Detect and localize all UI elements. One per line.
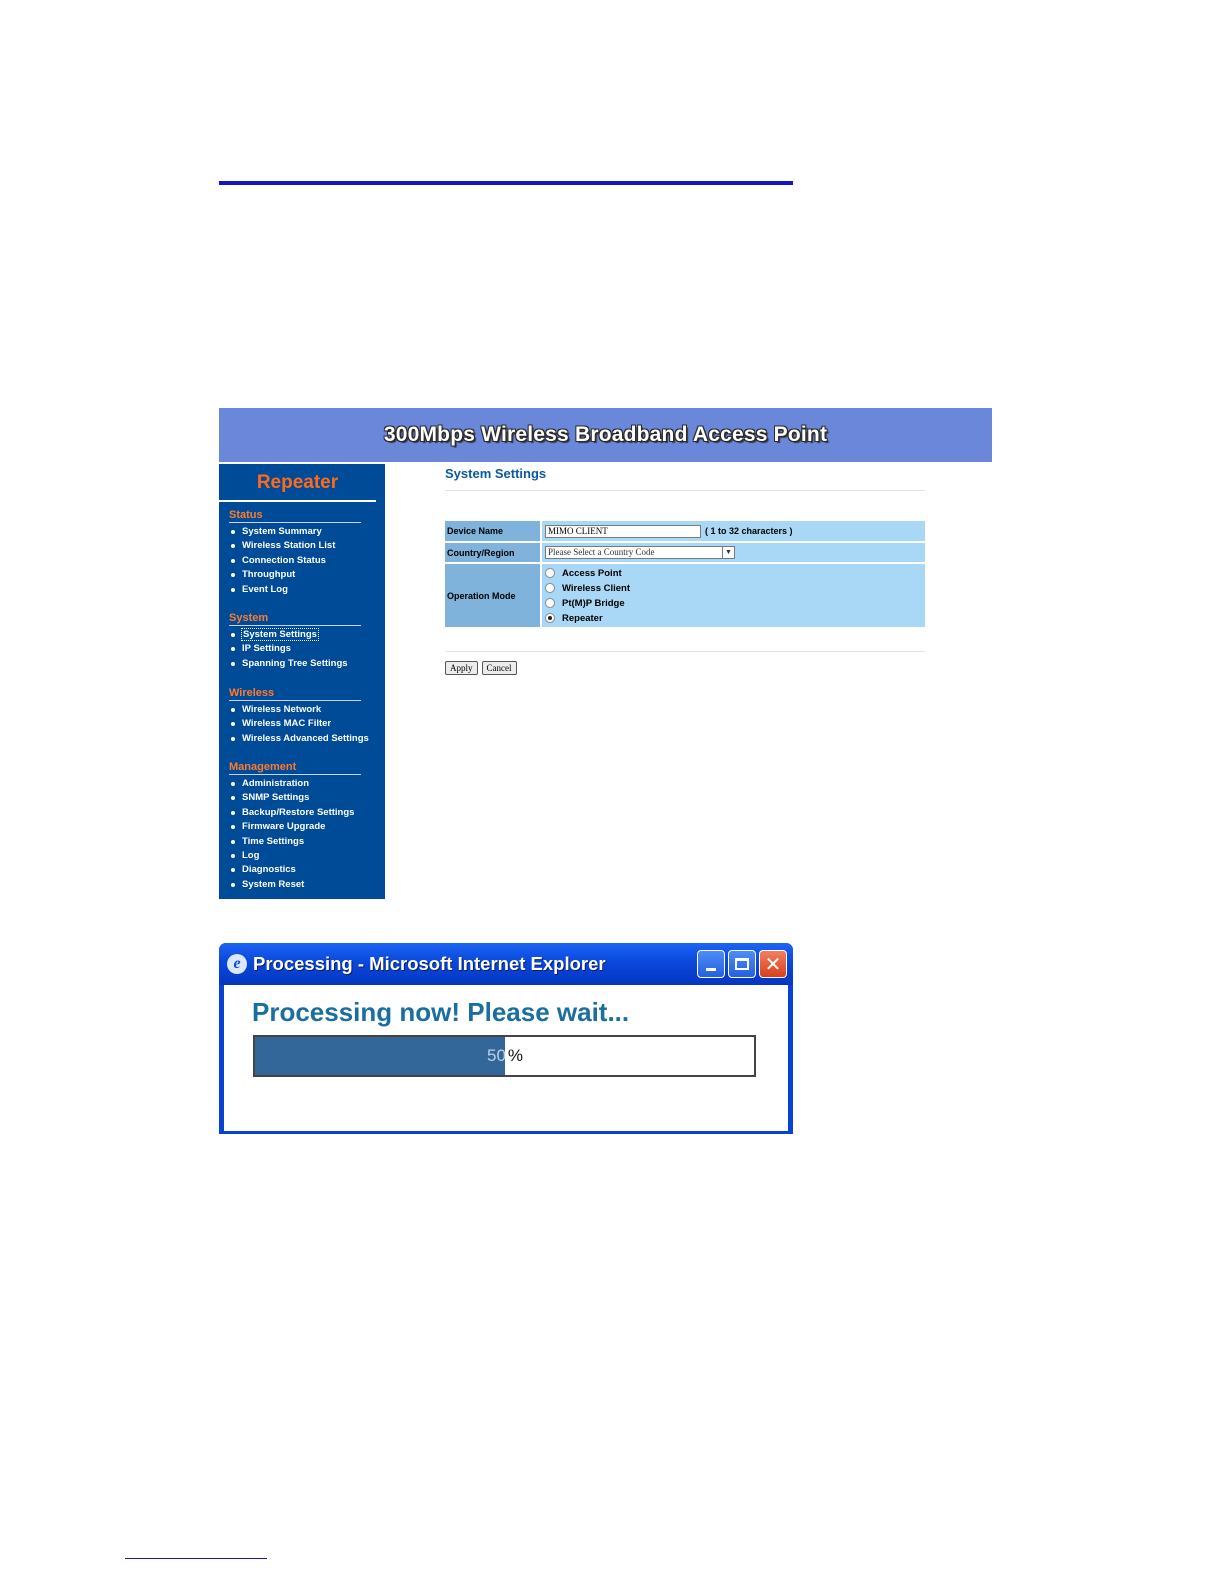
chevron-down-icon[interactable]: ▼ [722,547,734,558]
mode-header [219,466,376,502]
nav-item-system-summary[interactable]: System Summary [229,525,361,539]
nav-item-connection-status[interactable]: Connection Status [229,554,361,568]
nav-item-system-reset[interactable]: System Reset [229,878,361,892]
progress-fill [255,1037,505,1075]
progress-bar [253,1035,756,1077]
radio-access-point[interactable]: Access Point [545,566,630,581]
nav-item-log[interactable]: Log [229,849,361,863]
nav-heading: Wireless [229,687,361,701]
radio-wireless-client[interactable]: Wireless Client [545,581,630,596]
country-row [445,543,925,562]
device-name-row [445,521,925,541]
settings-form [445,521,925,627]
wait-message: Processing now! Please wait... [252,997,630,1027]
maximize-button[interactable] [728,950,756,978]
router-web-ui [219,408,992,899]
ie-icon: e [227,954,247,974]
close-button[interactable] [759,950,787,978]
footer-link-underline [125,1558,267,1559]
nav-section-wireless [229,687,369,746]
nav-item-wireless-mac-filter[interactable]: Wireless MAC Filter [229,717,361,731]
radio-button[interactable] [545,568,555,578]
nav-item-event-log[interactable]: Event Log [229,583,361,597]
maximize-icon [735,958,749,970]
country-label: Country/Region [445,543,540,562]
button-bar [445,651,925,675]
nav-item-throughput[interactable]: Throughput [229,568,361,582]
cancel-button[interactable]: Cancel [482,661,517,675]
country-select[interactable] [545,546,735,559]
page-title: System Settings [445,466,547,481]
operation-mode-row [445,564,925,627]
progress-unit: % [507,1046,524,1065]
mode-label: Repeater [256,472,339,493]
radio-button[interactable] [545,583,555,593]
nav-section-management [229,761,361,892]
nav-item-ip-settings[interactable]: IP Settings [229,642,361,656]
operation-mode-label: Operation Mode [445,564,540,627]
device-name-input[interactable]: MIMO CLIENT [545,525,701,538]
progress-label [487,1046,523,1066]
sidebar [219,464,385,899]
progress-number: 50 [487,1046,506,1065]
country-select-value: Please Select a Country Code [548,547,655,557]
radio-button-selected[interactable] [545,613,555,623]
nav-section-system [229,612,361,671]
nav-item-spanning-tree-settings[interactable]: Spanning Tree Settings [229,657,361,671]
nav-item-system-settings[interactable]: System Settings [229,628,361,642]
radio-button[interactable] [545,598,555,608]
nav-item-wireless-network[interactable]: Wireless Network [229,703,361,717]
nav-section-status [229,509,361,597]
dialog-body [224,985,788,1131]
nav-item-firmware-upgrade[interactable]: Firmware Upgrade [229,820,361,834]
top-divider [219,181,793,185]
device-name-label: Device Name [445,521,540,541]
nav-item-time-settings[interactable]: Time Settings [229,835,361,849]
device-name-hint: ( 1 to 32 characters ) [705,526,793,536]
nav-heading: Management [229,761,361,775]
nav-heading: System [229,612,361,626]
radio-repeater[interactable]: Repeater [545,611,630,626]
nav-item-wireless-advanced-settings[interactable]: Wireless Advanced Settings [229,732,361,746]
operation-mode-radios [545,563,630,629]
nav-item-backup-restore-settings[interactable]: Backup/Restore Settings [229,806,361,820]
minimize-button[interactable] [697,950,725,978]
dialog-titlebar[interactable] [219,943,793,985]
title-divider [445,490,925,491]
main-content [445,466,925,673]
radio-ptmp-bridge[interactable]: Pt(M)P Bridge [545,596,630,611]
nav-heading: Status [229,509,361,523]
close-icon: ✕ [764,953,782,976]
nav-item-diagnostics[interactable]: Diagnostics [229,863,361,877]
minimize-icon [706,968,716,971]
processing-dialog [219,943,793,1134]
nav-item-wireless-station-list[interactable]: Wireless Station List [229,539,361,553]
apply-button[interactable]: Apply [445,661,478,675]
window-controls [697,950,787,978]
banner-title: 300Mbps Wireless Broadband Access Point [383,423,828,446]
banner [219,408,992,462]
nav-item-administration[interactable]: Administration [229,777,361,791]
nav-item-snmp-settings[interactable]: SNMP Settings [229,791,361,805]
dialog-title: Processing - Microsoft Internet Explorer [253,953,606,974]
